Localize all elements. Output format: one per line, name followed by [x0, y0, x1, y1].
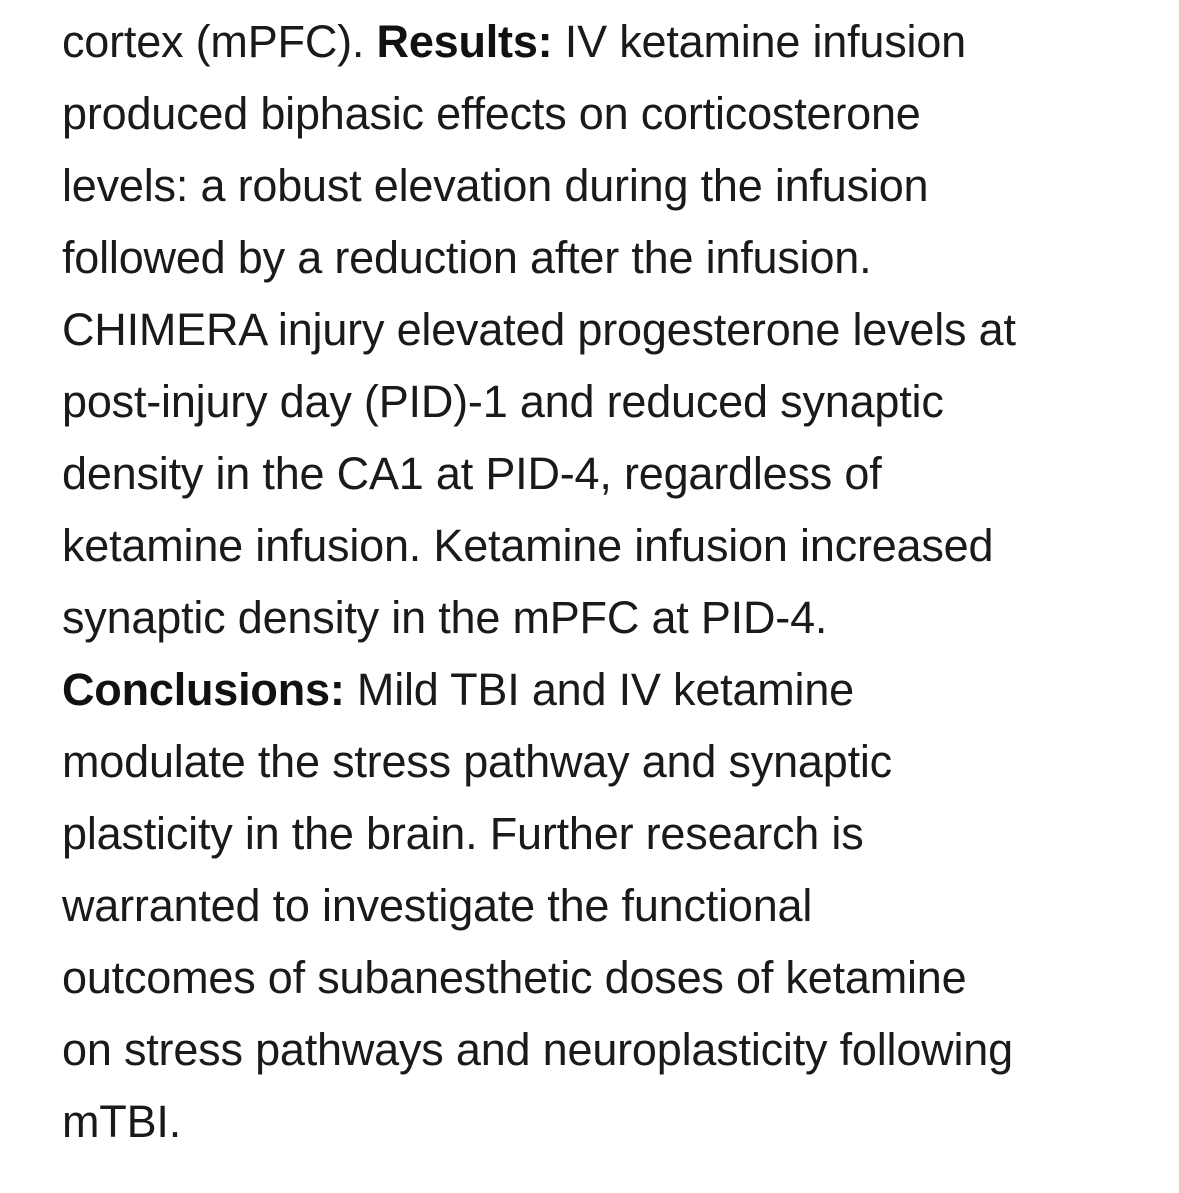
text-line: ketamine infusion. Ketamine infusion increased [62, 520, 994, 571]
text-line: modulate the stress pathway and synaptic [62, 736, 892, 787]
text-line: plasticity in the brain. Further research is [62, 808, 864, 859]
text-line: CHIMERA injury elevated progesterone levels at [62, 304, 1016, 355]
text-line: Conclusions: Mild TBI and IV ketamine [62, 664, 855, 715]
text-line: produced biphasic effects on corticosterone [62, 88, 921, 139]
text-line: on stress pathways and neuroplasticity following [62, 1024, 1013, 1075]
text-line: cortex (mPFC). Results: IV ketamine infusion [62, 16, 966, 67]
results-heading: Results: [376, 16, 553, 67]
text-line: levels: a robust elevation during the infusion [62, 160, 929, 211]
text-line: post-injury day (PID)-1 and reduced synaptic [62, 376, 944, 427]
text-line: outcomes of subanesthetic doses of ketamine [62, 952, 967, 1003]
text-line: warranted to investigate the functional [62, 880, 813, 931]
text-line: mTBI. [62, 1096, 181, 1147]
text-line: density in the CA1 at PID-4, regardless of [62, 448, 882, 499]
text-line: synaptic density in the mPFC at PID-4. [62, 592, 828, 643]
conclusions-heading: Conclusions: [62, 664, 345, 715]
text-line: followed by a reduction after the infusion. [62, 232, 872, 283]
abstract-paragraph [62, 6, 1162, 1158]
